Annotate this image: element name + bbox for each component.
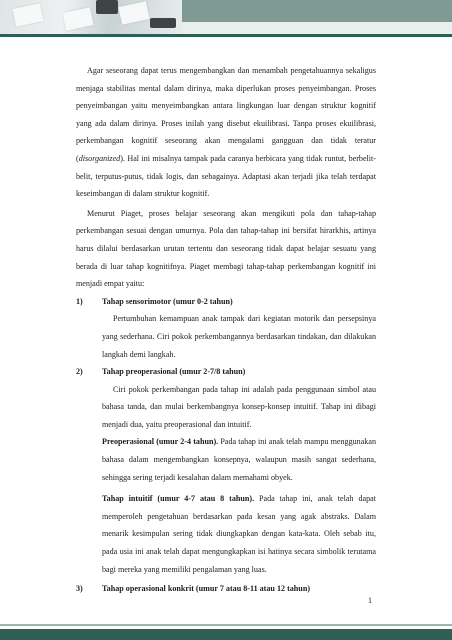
document-body — [76, 62, 376, 598]
photo-shadow — [96, 0, 118, 14]
paragraph-text: Agar seseorang dapat terus mengembangkan dan menambah pengetahuannya sekaligus menjaga stabilitas mental dalam dirinya, maka diperlukan proses penyeimbangan. Proses penyeimbangan yaitu menyeimbangkan antara lingkungan luar dengan struktur kognitif yang ada dalam dirinya. Proses inilah yang disebut ekuilibrasi. Tanpa proses ekuilibrasi, perkembangan kognitif seseorang akan mengalami gangguan dan tidak teratur ( — [76, 66, 376, 163]
stage-heading-2 — [76, 363, 376, 381]
header-stripe — [0, 34, 452, 37]
stage-body-2: Ciri pokok perkembangan pada tahap ini adalah pada penggunaan simbol atau bahasa tanda, dan mulai berkembangnya konsep-konsep intuitif. Tahap ini dibagi menjadi dua, yaitu preoperasional dan intuitif. — [102, 384, 376, 429]
page-number: 1 — [368, 596, 372, 605]
stage-number: 2) — [76, 367, 83, 377]
photo-paper — [12, 3, 43, 26]
stage-heading-1 — [76, 293, 376, 311]
stage-title: Tahap sensorimotor (umur 0-2 tahun) — [102, 296, 233, 306]
footer-line — [0, 624, 452, 626]
photo-paper — [118, 1, 149, 24]
stage-body-1: Pertumbuhan kemampuan anak tampak dari kegiatan motorik dan persepsinya yang sederhana. Ciri pokok perkembangannya berdasarkan tindakan, dan dilakukan langkah demi langkah. — [102, 314, 376, 359]
sub-heading: Preoperasional (umur 2-4 tahun). — [102, 437, 219, 447]
header-band — [182, 0, 452, 22]
stage-sub-preoperasional — [76, 433, 376, 486]
stage-number: 3) — [76, 584, 83, 594]
stage-number: 1) — [76, 296, 83, 306]
stage-heading-3 — [76, 580, 376, 598]
paragraph-piaget: Menurut Piaget, proses belajar seseorang akan mengikuti pola dan tahap-tahap perkembangan sesuai dengan umurnya. Pola dan tahap-tahap ini bersifat hirarkhis, artinya harus dilalui berdasarkan urutan tertentu dan seseorang tidak dapat belajar sesuatu yang berada di luar tahap kognitifnya. Piaget membagi tahap-tahap perkembangan kognitif ini menjadi empat yaitu: — [76, 208, 376, 289]
footer-bar — [0, 629, 452, 640]
sub-heading: Tahap intuitif (umur 4-7 atau 8 tahun). — [102, 494, 255, 504]
paragraph-ekuilibrasi — [76, 62, 376, 203]
header-photo — [0, 0, 182, 34]
stage-title: Tahap preoperasional (umur 2-7/8 tahun) — [102, 367, 246, 377]
photo-paper — [62, 7, 93, 30]
photo-shadow — [150, 18, 176, 28]
paragraph-text: ). Hal ini misalnya tampak pada caranya berbicara yang tidak runtut, berbelit-belit, terputus-putus, tidak logis, dan sebagainya. Adaptasi akan terjadi jika telah terdapat keseimbangan di dalam struktur kognitif. — [76, 153, 376, 199]
stage-sub-intuitif — [76, 490, 376, 578]
sub-text: Pada tahap ini, anak telah dapat memperoleh pengetahuan berdasarkan pada kesan yang agak abstraks. Dalam menarik kesimpulan sering tidak diungkapkan dengan kata-kata. Oleh sebab itu, pada usia ini anak telah dapat mengungkapkan isi hatinya secara simbolik terutama bagi mereka yang memiliki pengalaman yang luas. — [102, 494, 376, 574]
sub-text: Pada tahap ini anak telah mampu menggunakan bahasa dalam mengembangkan konsepnya, walaupun masih sangat sederhana, sehingga sering terjadi kesalahan dalam memahami obyek. — [102, 437, 376, 482]
header-light-band — [182, 22, 452, 34]
stage-title: Tahap operasional konkrit (umur 7 atau 8-11 atau 12 tahun) — [102, 584, 311, 594]
italic-term: disorganized — [78, 153, 121, 163]
